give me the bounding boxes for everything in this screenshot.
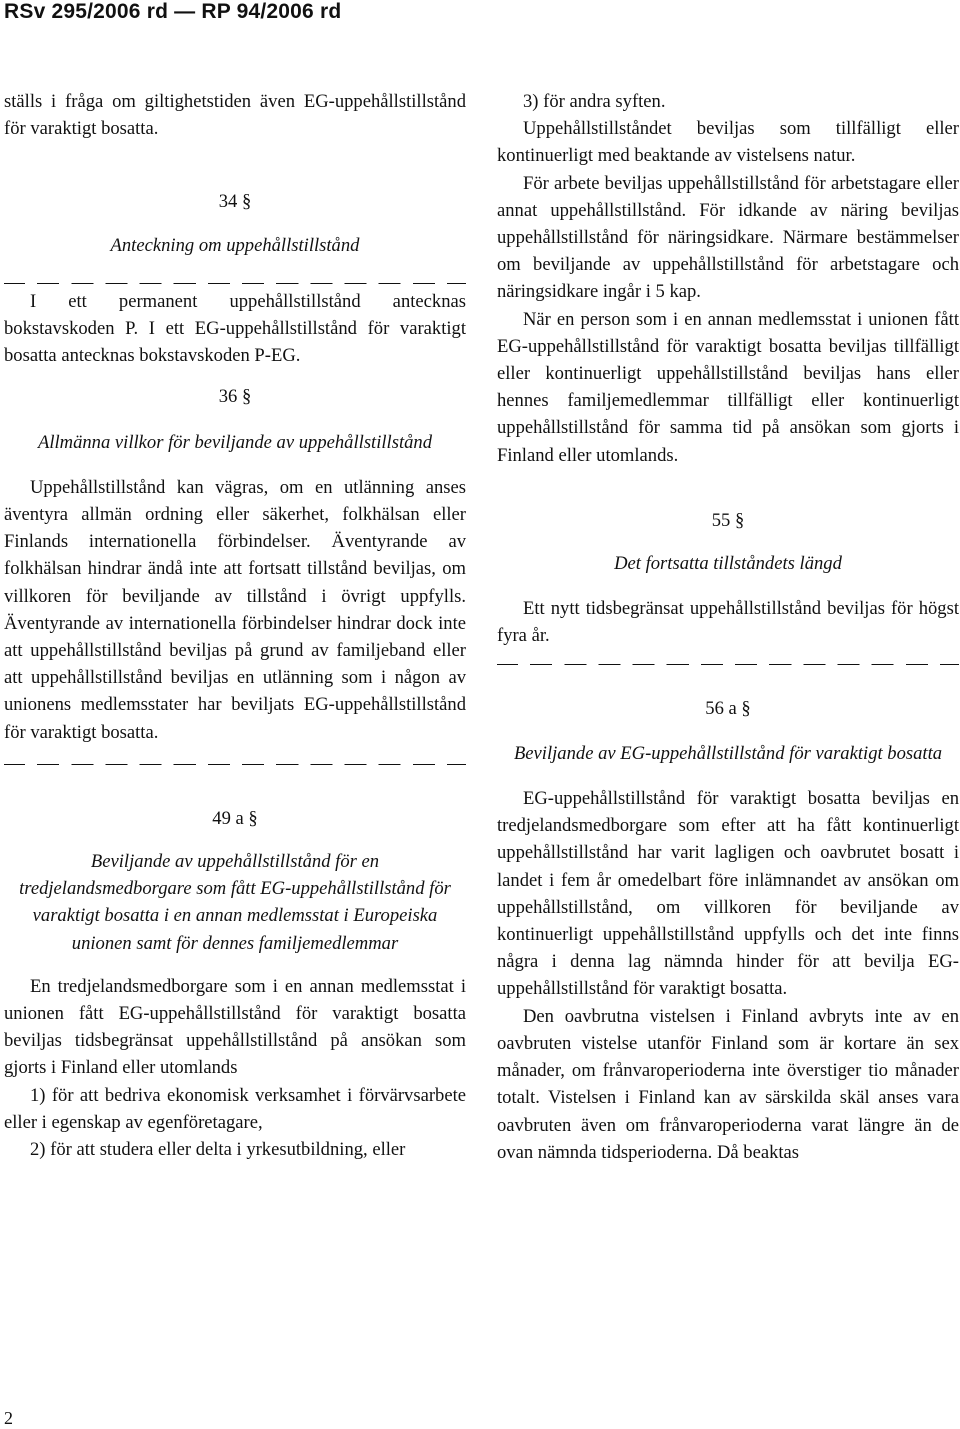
paragraph-1: Uppehållstillståndet beviljas som tillfälligt eller kontinuerligt med beaktande av vistelsens natur.: [497, 118, 959, 167]
section-49a-heading: Beviljande av uppehållstillstånd för en tredjelandsmedborgare som fått EG-uppehållstillstånd för varaktigt bosatta i en annan medlemsstat i Europeiska unionen samt för dennes familjemedlemmar: [19, 851, 451, 954]
section-55-text: Ett nytt tidsbegränsat uppehållstillstånd beviljas för högst fyra år.: [497, 598, 959, 647]
section-56a-text-2: Den oavbrutna vistelsen i Finland avbryts inte av en oavbruten vistelse utanför Finland som är kortare än sex månader, om frånvaroperioderna inte överstiger tio månader totalt. Vistelsen i Finland kan av särskilda skäl anses vara oavbruten även om frånvaroperioderna varat längre än de ovan nämnda tidsperioderna. Då beaktas: [497, 1005, 959, 1163]
section-55-number: 55 §: [711, 509, 745, 531]
section-34-text: I ett permanent uppehållstillstånd antecknas bokstavskoden P. I ett EG-uppehållstillstånd för varaktigt bosatta antecknas bokstavskoden P-EG.: [4, 290, 466, 367]
section-56a-text-1: EG-uppehållstillstånd för varaktigt bosatta beviljas en tredjelandsmedborgare som efter att ha fått kontinuerligt uppehållstillstånd har varit lagligen och oavbrutet bosatt i landet i fem år omedelbart före inlämnandet av ansökan om uppehållstillstånd, om villkoren för beviljande av kontinuerligt uppehållstillstånd uppfylls och det inte finns några i denna lag nämnda hinder för att bevilja EG-uppehållstillstånd för varaktigt bosatta.: [497, 788, 959, 1000]
left-column: [4, 88, 466, 1163]
section-56a-heading: Beviljande av EG-uppehållstillstånd för varaktigt bosatta: [513, 742, 943, 764]
document-header: RSv 295/2006 rd — RP 94/2006 rd: [4, 0, 342, 23]
paragraph-3: När en person som i en annan medlemsstat i unionen fått EG-uppehållstillstånd för varaktigt bosatta beviljas tillfälligt eller kontinuerligt uppehållstillstånd beviljas hans eller hennes familjemedlemmar tillfälligt eller kontinuerligt uppehållstillstånd för samma tid på ansökan som gjorts i Finland eller utomlands.: [497, 308, 959, 466]
section-49a-item-2: 2) för att studera eller delta i yrkesutbildning, eller: [30, 1139, 406, 1161]
section-49a-item-1: 1) för att bedriva ekonomisk verksamhet i förvärvsarbete eller i egenskap av egenföretagare,: [4, 1084, 466, 1133]
section-36-heading: Allmänna villkor för beviljande av uppehållstillstånd: [37, 431, 433, 453]
item-3: 3) för andra syften.: [523, 91, 666, 112]
section-55-heading: Det fortsatta tillståndets längd: [614, 553, 842, 575]
section-34-heading: Anteckning om uppehållstillstånd: [110, 234, 360, 256]
section-49a-number: 49 a §: [212, 807, 258, 829]
section-56a-number: 56 a §: [705, 697, 751, 719]
section-34-number: 34 §: [218, 191, 252, 213]
right-column: [497, 88, 959, 1166]
page-number: 2: [4, 1408, 13, 1428]
section-49a-text: En tredjelandsmedborgare som i en annan medlemsstat i unionen fått EG-uppehållstillstånd för varaktigt bosatta beviljas tidsbegränsat uppehållstillstånd på ansökan som gjorts i Finland eller utomlands: [4, 975, 466, 1079]
intro-paragraph: ställs i fråga om giltighetstiden även EG-uppehållstillstånd för varaktigt bosatta.: [4, 91, 466, 140]
paragraph-2: För arbete beviljas uppehållstillstånd för arbetstagare eller annat uppehållstillstånd. För idkande av näring beviljas uppehållstillstånd för näringsidkare. Närmare bestämmelser om beviljande av uppehållstillstånd för arbetstagare och näringsidkare ingår i 5 kap.: [497, 172, 959, 303]
section-36-text: Uppehållstillstånd kan vägras, om en utlänning anses äventyra allmän ordning eller säkerhet, folkhälsan eller Finlands internationella förbindelser. Äventyrande av folkhälsan hindrar ändå inte att fortsatt tillstånd beviljas, om villkoren för beviljande av tillstånd i övrigt uppfylls. Äventyrande av internationella förbindelser hindrar dock inte att uppehållstillstånd beviljas på grund av familjeband eller att uppehållstillstånd beviljas en utlänning som i någon av unionens medlemsstater har beviljats EG-uppehållstillstånd för varaktigt bosatta.: [4, 476, 466, 743]
section-36-number: 36 §: [218, 386, 252, 408]
